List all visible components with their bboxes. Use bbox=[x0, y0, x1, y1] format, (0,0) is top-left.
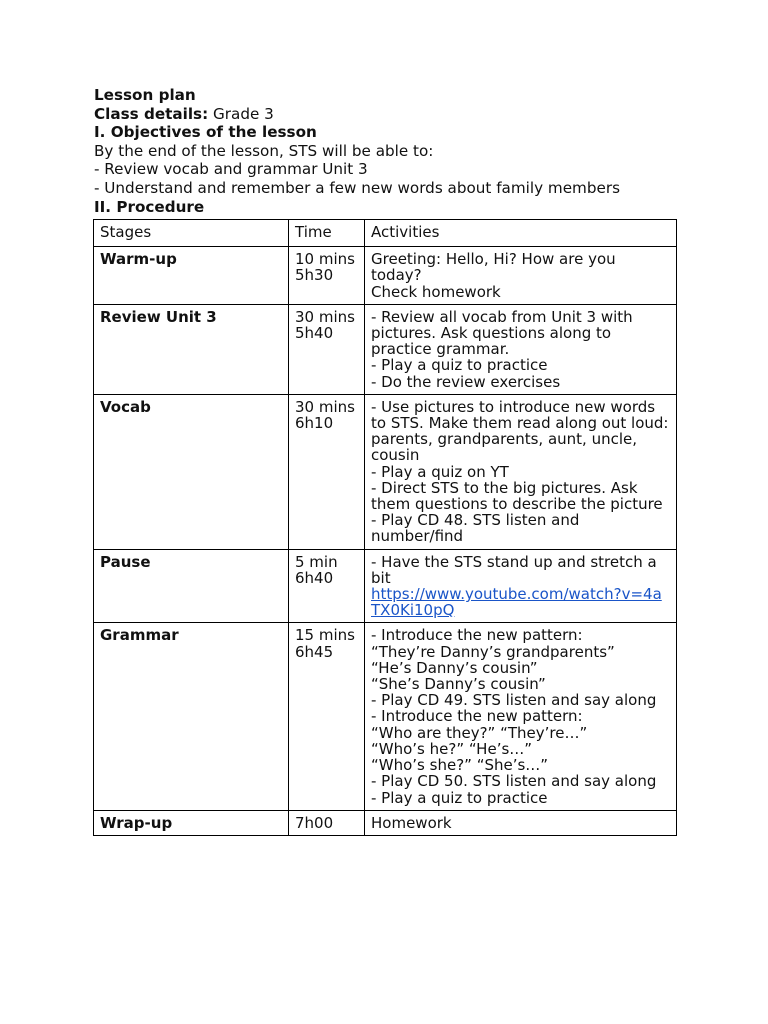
time-duration: 10 mins bbox=[295, 250, 355, 269]
activities-cell bbox=[365, 549, 677, 623]
time-duration: 5 min bbox=[295, 552, 338, 571]
activity-line: “She’s Danny’s cousin” bbox=[371, 675, 546, 694]
time-clock: 6h45 bbox=[295, 642, 334, 661]
header-stages: Stages bbox=[94, 220, 289, 247]
time-clock: 6h10 bbox=[295, 414, 334, 433]
table-row bbox=[94, 549, 677, 623]
activity-line: - Direct STS to the big pictures. Ask them questions to describe the picture bbox=[371, 478, 663, 514]
procedure-heading: II. Procedure bbox=[94, 197, 205, 216]
time-cell bbox=[289, 623, 365, 810]
activity-line: Check homework bbox=[371, 282, 501, 301]
time-cell bbox=[289, 394, 365, 549]
time-clock: 6h40 bbox=[295, 568, 334, 587]
stage-cell: Pause bbox=[94, 549, 289, 623]
activities-cell bbox=[365, 394, 677, 549]
header-activities: Activities bbox=[365, 220, 677, 247]
time-clock: 5h40 bbox=[295, 324, 334, 343]
activity-line: “He’s Danny’s cousin” bbox=[371, 658, 538, 677]
time-duration: 30 mins bbox=[295, 397, 355, 416]
activity-line: - Use pictures to introduce new words to STS. Make them read along out loud: parents, grandparents, aunt, uncle, cousin bbox=[371, 397, 669, 465]
activity-line: - Introduce the new pattern: bbox=[371, 626, 583, 645]
time-duration: 30 mins bbox=[295, 307, 355, 326]
table-row bbox=[94, 810, 677, 835]
stage-cell: Vocab bbox=[94, 394, 289, 549]
activities-cell bbox=[365, 247, 677, 305]
document-title: Lesson plan bbox=[94, 86, 196, 104]
lesson-header bbox=[94, 86, 694, 216]
activities-cell bbox=[365, 304, 677, 394]
table-row bbox=[94, 623, 677, 810]
activity-line: - Play CD 48. STS listen and number/find bbox=[371, 511, 580, 546]
activity-line: “Who’s she?” “She’s…” bbox=[371, 756, 549, 775]
class-details-label: Class details: bbox=[94, 104, 209, 123]
table-row bbox=[94, 304, 677, 394]
header-time: Time bbox=[289, 220, 365, 247]
table-row bbox=[94, 394, 677, 549]
time-clock: 5h30 bbox=[295, 266, 334, 285]
activity-line: - Play CD 49. STS listen and say along bbox=[371, 691, 657, 710]
activity-line: - Play CD 50. STS listen and say along bbox=[371, 772, 657, 791]
activity-line: “Who’s he?” “He’s…” bbox=[371, 739, 533, 758]
activity-line: - Introduce the new pattern: bbox=[371, 707, 583, 726]
activity-line: - Review all vocab from Unit 3 with pictures. Ask questions along to practice grammar. bbox=[371, 307, 633, 359]
objectives-heading: I. Objectives of the lesson bbox=[94, 123, 317, 142]
activity-line: - Play a quiz to practice bbox=[371, 788, 548, 807]
activities-cell bbox=[365, 623, 677, 810]
activity-line: - Play a quiz on YT bbox=[371, 462, 509, 481]
time-duration: 15 mins bbox=[295, 626, 355, 645]
class-details bbox=[94, 105, 694, 124]
activity-line: Homework bbox=[371, 813, 452, 832]
objective-item-1: - Review vocab and grammar Unit 3 bbox=[94, 160, 368, 179]
time-cell bbox=[289, 247, 365, 305]
stage-cell: Review Unit 3 bbox=[94, 304, 289, 394]
activity-line: “They’re Danny’s grandparents” bbox=[371, 642, 615, 661]
time-cell bbox=[289, 810, 365, 835]
class-details-value: Grade 3 bbox=[208, 104, 274, 123]
activities-cell bbox=[365, 810, 677, 835]
activity-line: - Play a quiz to practice bbox=[371, 356, 548, 375]
stage-cell: Wrap-up bbox=[94, 810, 289, 835]
table-row bbox=[94, 247, 677, 305]
stage-cell: Warm-up bbox=[94, 247, 289, 305]
activity-line: - Have the STS stand up and stretch a bit bbox=[371, 552, 657, 587]
objective-item-2: - Understand and remember a few new words about family members bbox=[94, 178, 620, 197]
procedure-table bbox=[93, 219, 677, 836]
objectives-intro: By the end of the lesson, STS will be able to: bbox=[94, 141, 434, 160]
time-cell bbox=[289, 549, 365, 623]
activity-line: - Do the review exercises bbox=[371, 372, 561, 391]
activity-line: Greeting: Hello, Hi? How are you today? bbox=[371, 250, 616, 285]
youtube-link[interactable]: https://www.youtube.com/watch?v=4aTX0Ki10pQ bbox=[371, 585, 662, 620]
table-header-row bbox=[94, 220, 677, 247]
time-clock: 7h00 bbox=[295, 813, 334, 832]
activity-line: “Who are they?” “They’re…” bbox=[371, 723, 588, 742]
stage-cell: Grammar bbox=[94, 623, 289, 810]
time-cell bbox=[289, 304, 365, 394]
